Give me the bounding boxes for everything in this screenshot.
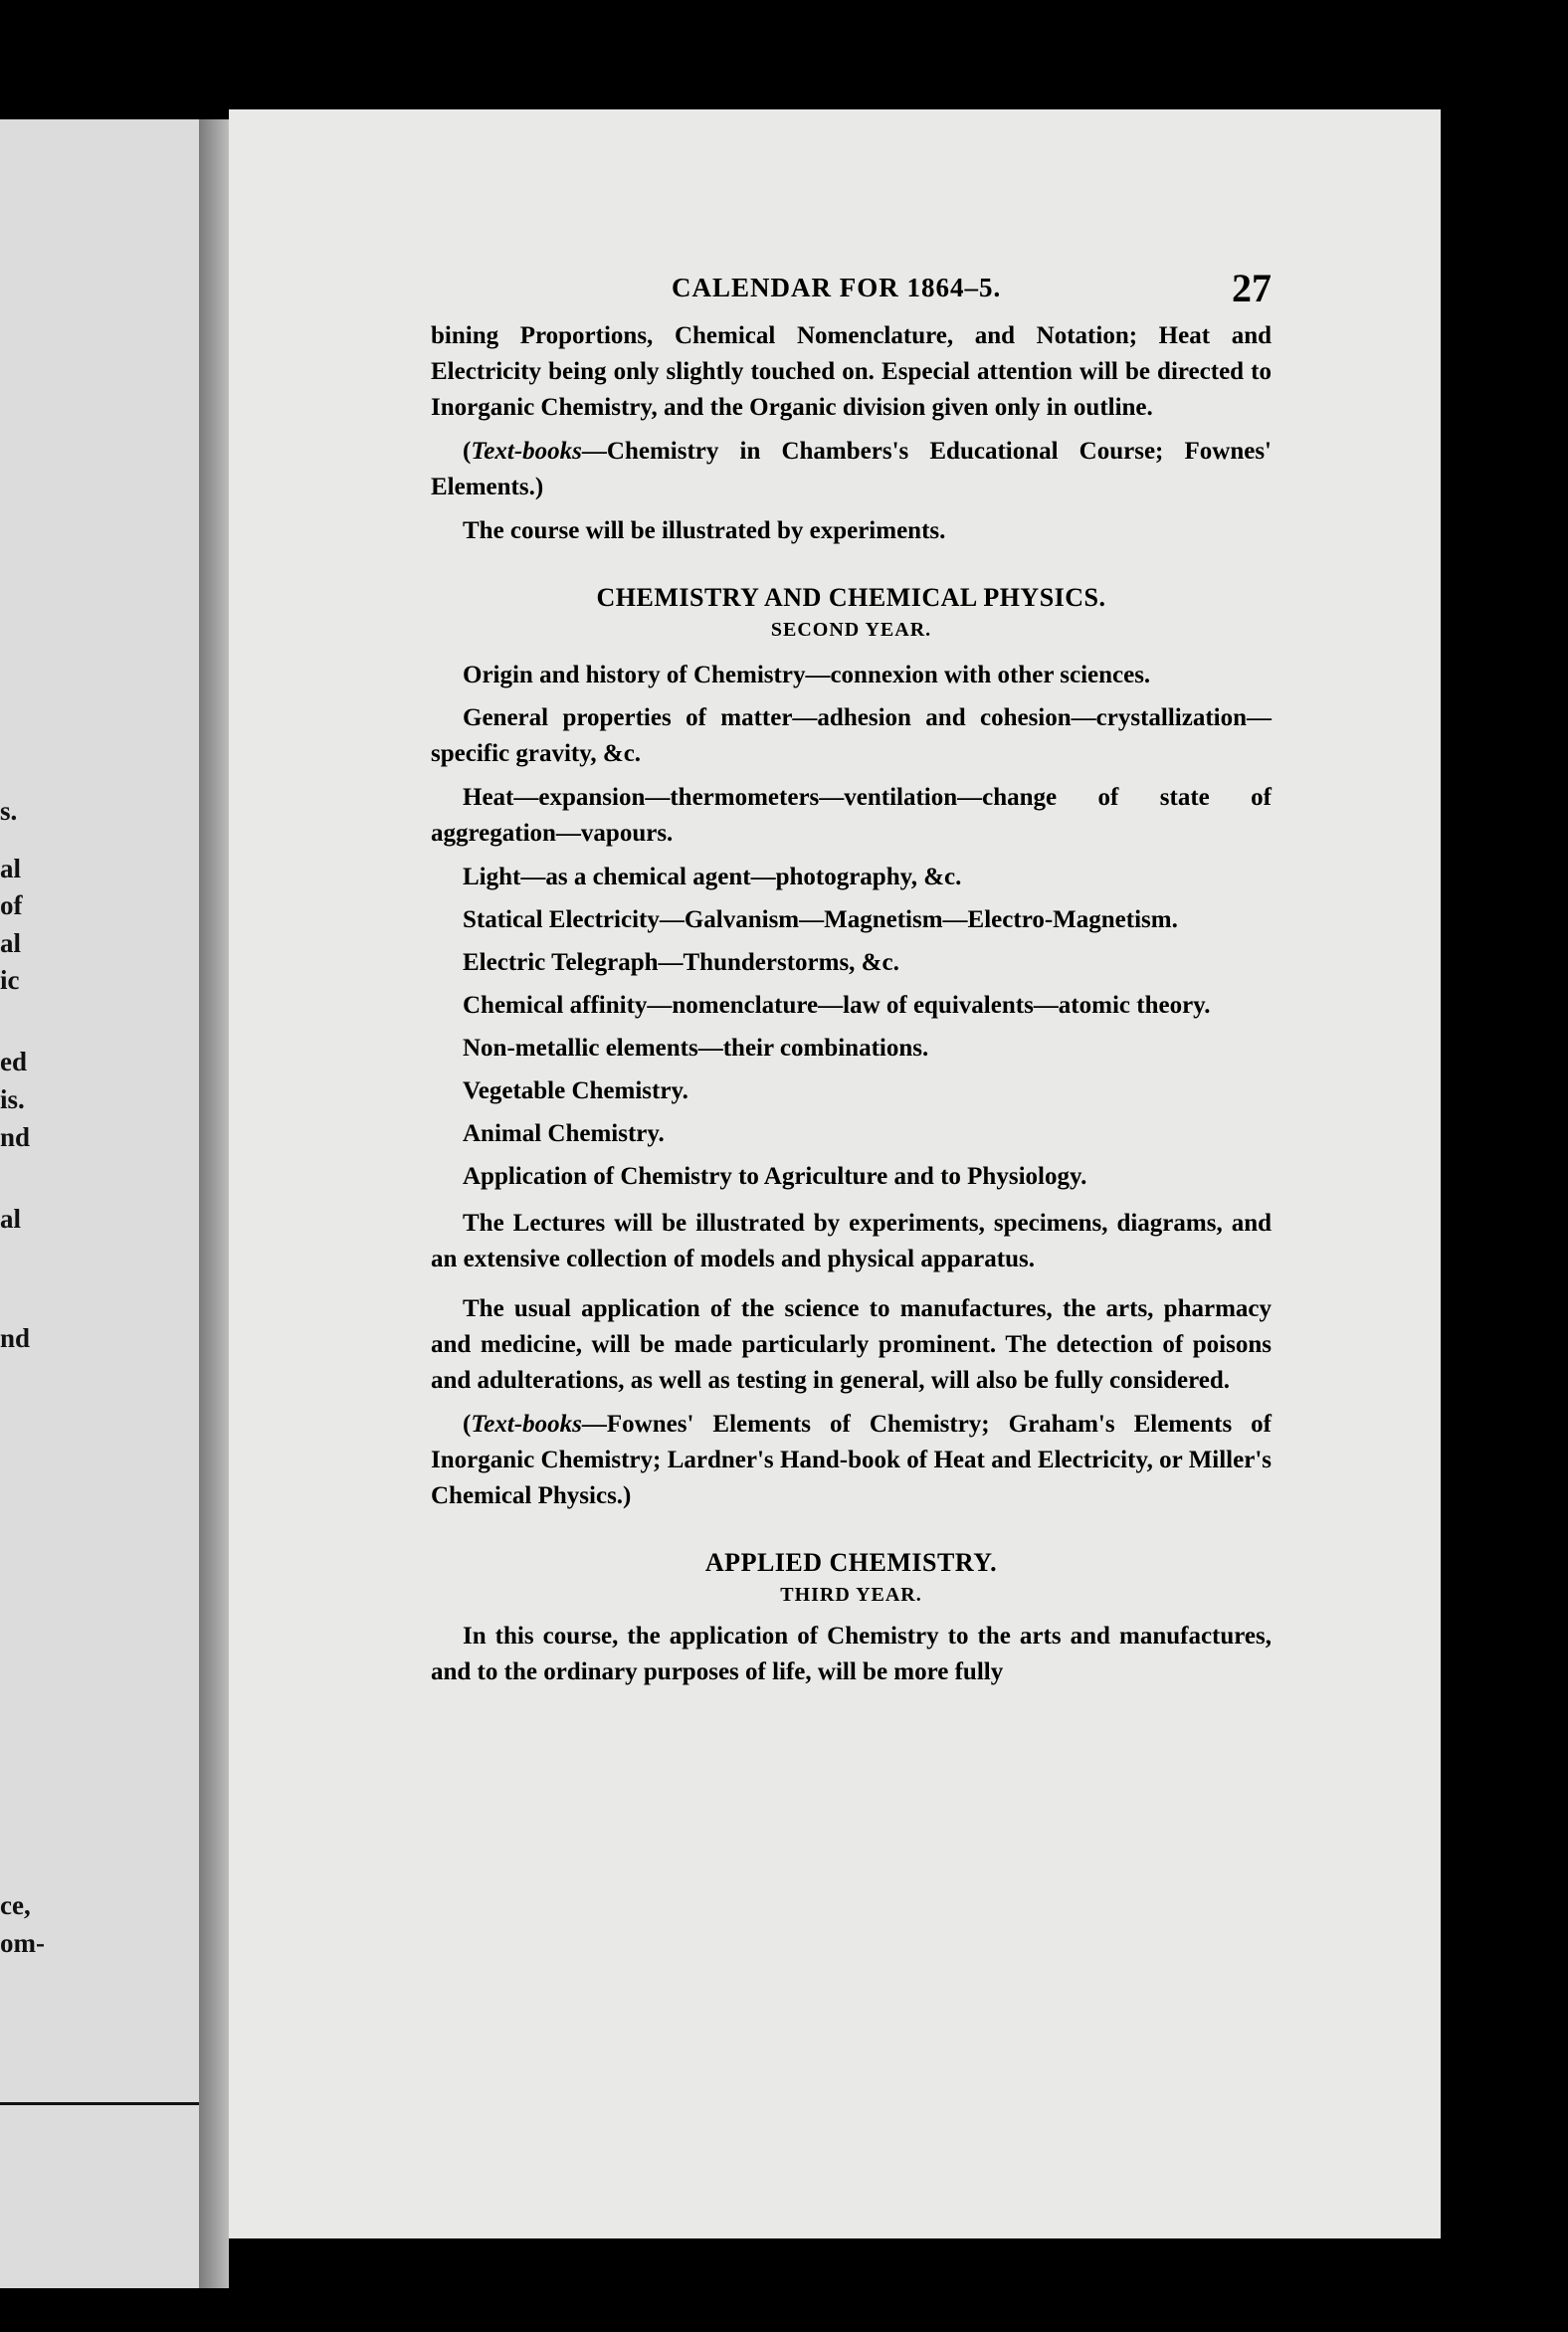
left-fragment: s. bbox=[0, 796, 18, 826]
topic-item: Light—as a chemical agent—photography, &c. bbox=[463, 864, 962, 890]
applied-chemistry-paragraph: In this course, the application of Chemistry to the arts and manufactures, and to the ordinary purposes of life, will be more fully bbox=[431, 1623, 1272, 1685]
left-fragment: ic bbox=[0, 965, 20, 995]
page-number: 27 bbox=[1232, 266, 1272, 310]
left-fragment: ce, bbox=[0, 1890, 31, 1920]
left-fragment: of bbox=[0, 890, 23, 920]
topic-item: General properties of matter—adhesion and cohesion—crystallization—specific gravity, &c. bbox=[431, 704, 1272, 767]
left-fragment: ed bbox=[0, 1047, 27, 1076]
intro-course-note: The course will be illustrated by experiments. bbox=[463, 517, 946, 544]
running-head bbox=[448, 265, 1272, 314]
topic-item: Origin and history of Chemistry—connexion with other sciences. bbox=[463, 662, 1151, 688]
topic-item: Animal Chemistry. bbox=[463, 1120, 665, 1147]
lectures-paragraph: The Lectures will be illustrated by experiments, specimens, diagrams, and an extensive collection of models and physical apparatus. bbox=[431, 1210, 1272, 1272]
topic-item: Vegetable Chemistry. bbox=[463, 1077, 688, 1104]
left-facing-page bbox=[0, 119, 204, 2288]
intro-paragraph: bining Proportions, Chemical Nomenclature, and Notation; Heat and Electricity being only slightly touched on. Especial attention will be directed to Inorganic Chemistry, and the Organic division given only in outline. bbox=[431, 322, 1272, 421]
topic-item: Chemical affinity—nomenclature—law of equivalents—atomic theory. bbox=[463, 992, 1211, 1019]
topic-item: Statical Electricity—Galvanism—Magnetism—Electro-Magnetism. bbox=[463, 906, 1178, 933]
topic-item: Electric Telegraph—Thunderstorms, &c. bbox=[463, 949, 899, 976]
running-head-title: CALENDAR FOR 1864–5. bbox=[672, 273, 1002, 302]
topic-item: Non-metallic elements—their combinations. bbox=[463, 1035, 929, 1062]
section-subheading-second-year: SECOND YEAR. bbox=[770, 619, 932, 641]
intro-textbooks: (Text-books—Chemistry in Chambers's Educational Course; Fownes' Elements.) bbox=[431, 438, 1272, 500]
left-fragment: nd bbox=[0, 1323, 31, 1353]
section-heading-applied-chemistry: APPLIED CHEMISTRY. bbox=[704, 1548, 998, 1577]
textbooks-text: —Chemistry in Chambers's Educational Course; Fownes' Elements.) bbox=[431, 438, 1272, 500]
book-gutter bbox=[199, 119, 229, 2288]
textbooks-text: —Fownes' Elements of Chemistry; Graham's Elements of Inorganic Chemistry; Lardner's Hand-book of Heat and Electricity, or Miller's Chemical Physics.) bbox=[431, 1411, 1272, 1509]
left-fragment: al bbox=[0, 854, 22, 883]
left-fragment: al bbox=[0, 928, 22, 958]
application-paragraph: The usual application of the science to manufactures, the arts, pharmacy and medicine, will be made particularly prominent. The detection of poisons and adulterations, as well as testing in general, will also be fully considered. bbox=[431, 1295, 1272, 1394]
textbooks-label: Text-books bbox=[471, 438, 582, 465]
left-page-rule bbox=[0, 2102, 204, 2105]
left-fragment: al bbox=[0, 1204, 22, 1234]
section2-textbooks: (Text-books—Fownes' Elements of Chemistry; Graham's Elements of Inorganic Chemistry; Lardner's Hand-book of Heat and Electricity, or Miller's Chemical Physics.) bbox=[431, 1411, 1272, 1509]
page-body bbox=[431, 318, 1272, 1690]
left-fragment: nd bbox=[0, 1122, 31, 1152]
left-fragment: om- bbox=[0, 1928, 45, 1958]
left-page-text-fragments bbox=[0, 119, 204, 2288]
textbooks-label: Text-books bbox=[471, 1411, 582, 1438]
section-heading-chemistry-physics: CHEMISTRY AND CHEMICAL PHYSICS. bbox=[596, 583, 1106, 612]
left-fragment: is. bbox=[0, 1084, 25, 1114]
topic-item: Heat—expansion—thermometers—ventilation—change of state of aggregation—vapours. bbox=[431, 784, 1272, 847]
section-subheading-third-year: THIRD YEAR. bbox=[780, 1584, 922, 1606]
topic-item: Application of Chemistry to Agriculture and to Physiology. bbox=[463, 1163, 1087, 1190]
